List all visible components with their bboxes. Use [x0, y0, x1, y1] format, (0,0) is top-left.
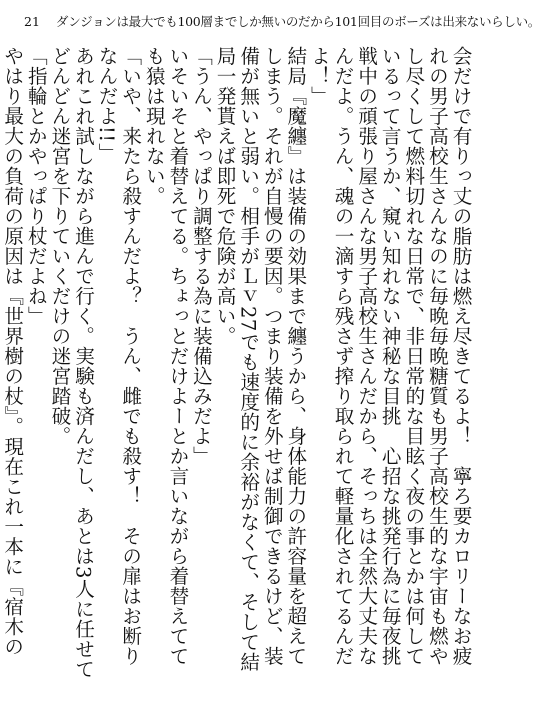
running-title: ダンジョンは最大でも100層までしか無いのだから101回目のボーズは出来ないらしい。 — [55, 14, 540, 29]
paragraph-2: 結局『魔纏』は装備の効果まで纏うから、身体能力の許容量を超えてしまう。それが自慢の要因。つまり装備を外せば制御できるけど、装備が無いと弱い。相手がＬｖ27でも速度的に余裕がなくて、そして結局一発貰えば即死で危険が高い。 — [213, 46, 307, 672]
body-text — [0, 46, 472, 682]
paragraph-6: あれこれ試しながら進んで行く。実験も済んだし、あとは3人に任せてどんどん迷宮を下りていくだけの迷宮踏破。 — [47, 46, 95, 679]
paragraph-3: 「うん、やっぱり調整する為に装備込みだよ」 — [189, 46, 213, 466]
paragraph-7: 「指輪とかやっぱり杖だよね」 — [24, 46, 48, 326]
paragraph-1: 会だけで有りっ丈の脂肪は燃え尽きてるよ！ 寧ろ要カロリーなお疲れの男子高校生さんなのに毎晩毎晩糖質も男子高校生的な宇宙も燃やし尽くして燃料切れな日常で、非日常的な目眩く夜の事とかは何して いるって言うか、窺い知れない神秘な目挑 心招な挑発行為に毎夜挑戦中の頑張り屋さんな男子高校生さんだから、そっちは全然大丈夫なんだよ。うん、魂の一滴すら残さず搾り取られて軽量化されてるんだよ！」 — [307, 46, 472, 666]
page-number: 21 — [24, 13, 40, 29]
page-header — [24, 12, 540, 30]
paragraph-8: やはり最大の負荷の原因は『世界樹の杖』。現在これ一本に『宿木の — [0, 46, 24, 657]
paragraph-4: いそいそと着替えてる。ちょっとだけよーとか言いながら着替えてても猿は現れない。 — [142, 46, 189, 666]
paragraph-5: 「いや、来たら殺すんだよ？ うん、雌でも殺す！ その扉はお断りなんだよ!!」 — [95, 46, 142, 666]
